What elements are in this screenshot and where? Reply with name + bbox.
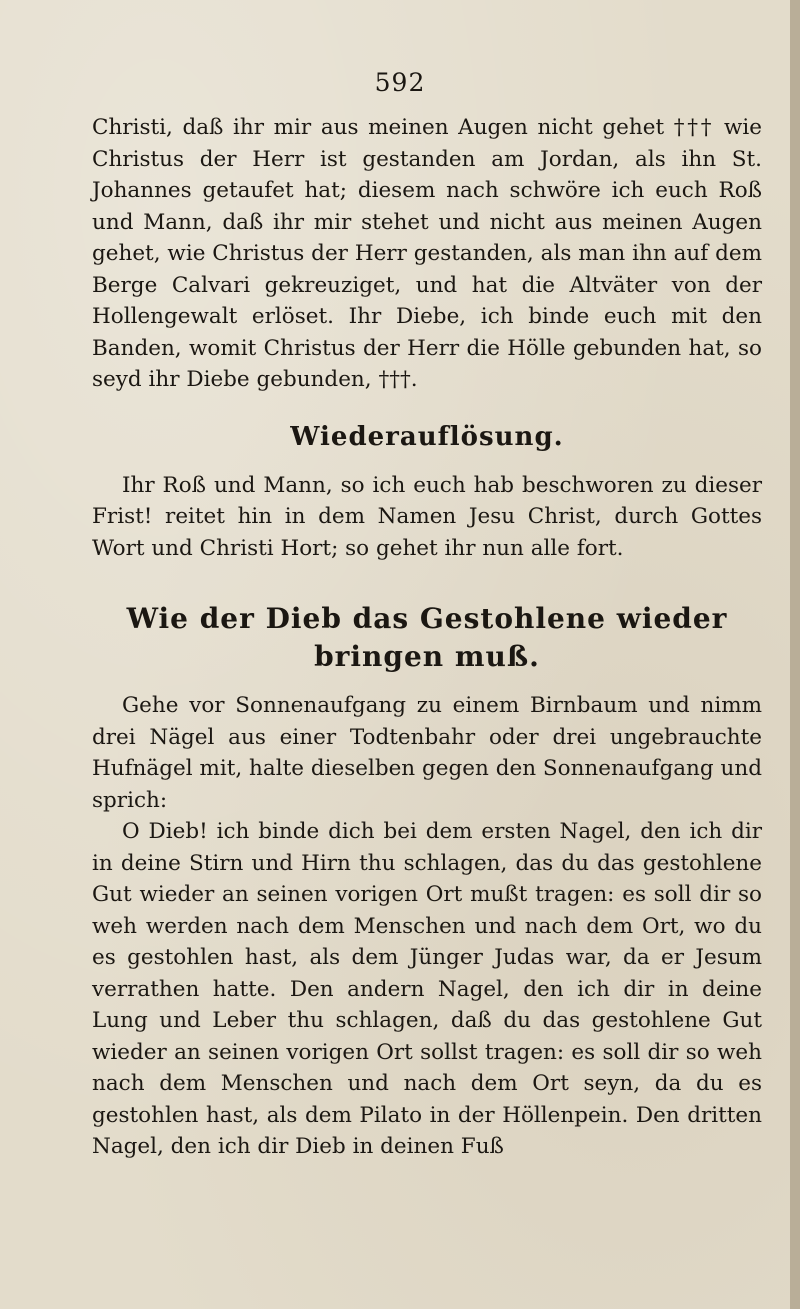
page-content xyxy=(92,112,762,1163)
paragraph-continuation: Christi, daß ihr mir aus meinen Augen nicht gehet ††† wie Christus der Herr ist gestanden am Jordan, als ihn St. Johannes getaufet hat; diesem nach schwöre ich euch Roß und Mann, daß ihr mir stehet und nicht aus meinen Augen gehet, wie Christus der Herr gestanden, als man ihn auf dem Berge Calvari gekreuziget, und hat die Altväter von der Hollengewalt erlöset. Ihr Diebe, ich binde euch mit den Banden, womit Christus der Herr die Hölle gebunden hat, so seyd ihr Diebe gebunden, †††. xyxy=(92,115,762,392)
section-heading-dieb: Wie der Dieb das Gestohlene wieder bringen muß. xyxy=(126,602,728,673)
section-heading-wiederaufloesung: Wiederauflösung. xyxy=(290,421,564,452)
paragraph-wiederaufloesung: Ihr Roß und Mann, so ich euch hab beschworen zu dieser Frist! reitet hin in dem Namen Jesu Christ, durch Gottes Wort und Christi Hort; so gehet ihr nun alle fort. xyxy=(92,472,762,561)
paragraph-instructions: Gehe vor Sonnenaufgang zu einem Birnbaum und nimm drei Nägel aus einer Todtenbahr oder drei ungebrauchte Hufnägel mit, halte dieselben gegen den Sonnenaufgang und sprich: xyxy=(92,693,762,813)
paragraph-incantation: O Dieb! ich binde dich bei dem ersten Nagel, den ich dir in deine Stirn und Hirn thu schlagen, das du das gestohlene Gut wieder an seinen vorigen Ort mußt tragen: es soll dir so weh werden nach dem Menschen und nach dem Ort, wo du es gestohlen hast, als dem Jünger Judas war, da er Jesum verrathen hatte. Den andern Nagel, den ich dir in deine Lung und Leber thu schlagen, daß du das gestohlene Gut wieder an seinen vorigen Ort sollst tragen: es soll dir so weh nach dem Menschen und nach dem Ort seyn, da du es gestohlen hast, als dem Pilato in der Höllenpein. Den dritten Nagel, den ich dir Dieb in deinen Fuß xyxy=(92,819,762,1159)
page-number: 592 xyxy=(374,68,426,97)
